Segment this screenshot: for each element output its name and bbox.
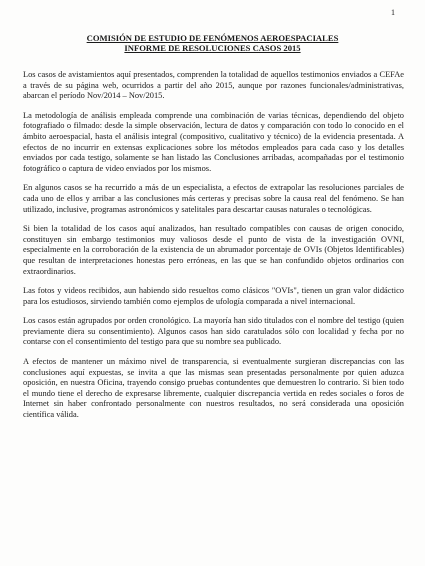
paragraph-results: Si bien la totalidad de los casos aquí analizados, han resultado compatibles con causas de origen conocido, constituyen sin embargo testimonios muy valiosos desde el punto de vista de la investigación OVNI, especialmente en la corroboración de la existencia de un abrumador porcentaje de OVIs (Objetos Identificables) que resultan de interpretaciones honestas pero erróneas, en las que se han confundido objetos ordinarios con extraordinarios.: [23, 224, 404, 276]
title-line-1: COMISIÓN DE ESTUDIO DE FENÓMENOS AEROESPACIALES: [86, 33, 339, 43]
page-number: 1: [391, 8, 395, 17]
title-line-2: INFORME DE RESOLUCIONES CASOS 2015: [124, 43, 301, 53]
paragraph-methodology: La metodología de análisis empleada comprende una combinación de varias técnicas, dependiendo del objeto fotografiado o filmado: desde la simple observación, lectura de datos y comparación con todo lo conocido en el ámbito aeroespacial, hasta el análisis integral (compositivo, cualitativo y técnico) de la evidencia presentada. A efectos de no incurrir en extensas explicaciones sobre los métodos empleados para cada caso y los detalles enviados por cada testigo, solamente se han listado las Conclusiones arribadas, acompañadas por el testimonio fotográfico o captura de video enviados por los mismos.: [23, 110, 404, 173]
paragraph-intro: Los casos de avistamientos aquí presentados, comprenden la totalidad de aquellos testimonios enviados a CEFAe a través de su página web, ocurridos a partir del año 2015, aunque por razones funcionales/administrativas, abarcan el período Nov/2014 – Nov/2015.: [23, 70, 404, 101]
paragraph-transparency: A efectos de mantener un máximo nivel de transparencia, si eventualmente surgieran discrepancias con las conclusiones aquí expuestas, se invita a que las mismas sean presentadas personalmente por quien aduzca oposición, en nuestra Oficina, trayendo consigo pruebas contundentes que demuestren lo contrario. Si bien todo el mundo tiene el derecho de expresarse libremente, cualquier discrepancia vertida en redes sociales o foros de Internet sin haber confrontado personalmente con nuestros resultados, no será considerada una oposición científica válida.: [23, 357, 404, 420]
document-title: [30, 33, 395, 53]
paragraph-media: Las fotos y videos recibidos, aun habiendo sido resueltos como clásicos "OVIs", tienen un gran valor didáctico para los estudiosos, sirviendo también como ejemplos de ufología comparada a nivel internacional.: [23, 286, 404, 306]
paragraph-specialists: En algunos casos se ha recurrido a más de un especialista, a efectos de extrapolar las resoluciones parciales de cada uno de ellos y arribar a las conclusiones más certeras y precisas sobre la causa real del fenómeno. Se han utilizado, inclusive, programas astronómicos y satelitales para descartar causas naturales o tecnológicas.: [23, 183, 404, 214]
paragraph-ordering: Los casos están agrupados por orden cronológico. La mayoría han sido titulados con el nombre del testigo (quien previamente diera su consentimiento). Algunos casos han sido caratulados sólo con localidad y fecha por no contarse con el consentimiento del testigo para que su nombre sea publicado.: [23, 316, 404, 347]
document-body: [23, 70, 404, 430]
